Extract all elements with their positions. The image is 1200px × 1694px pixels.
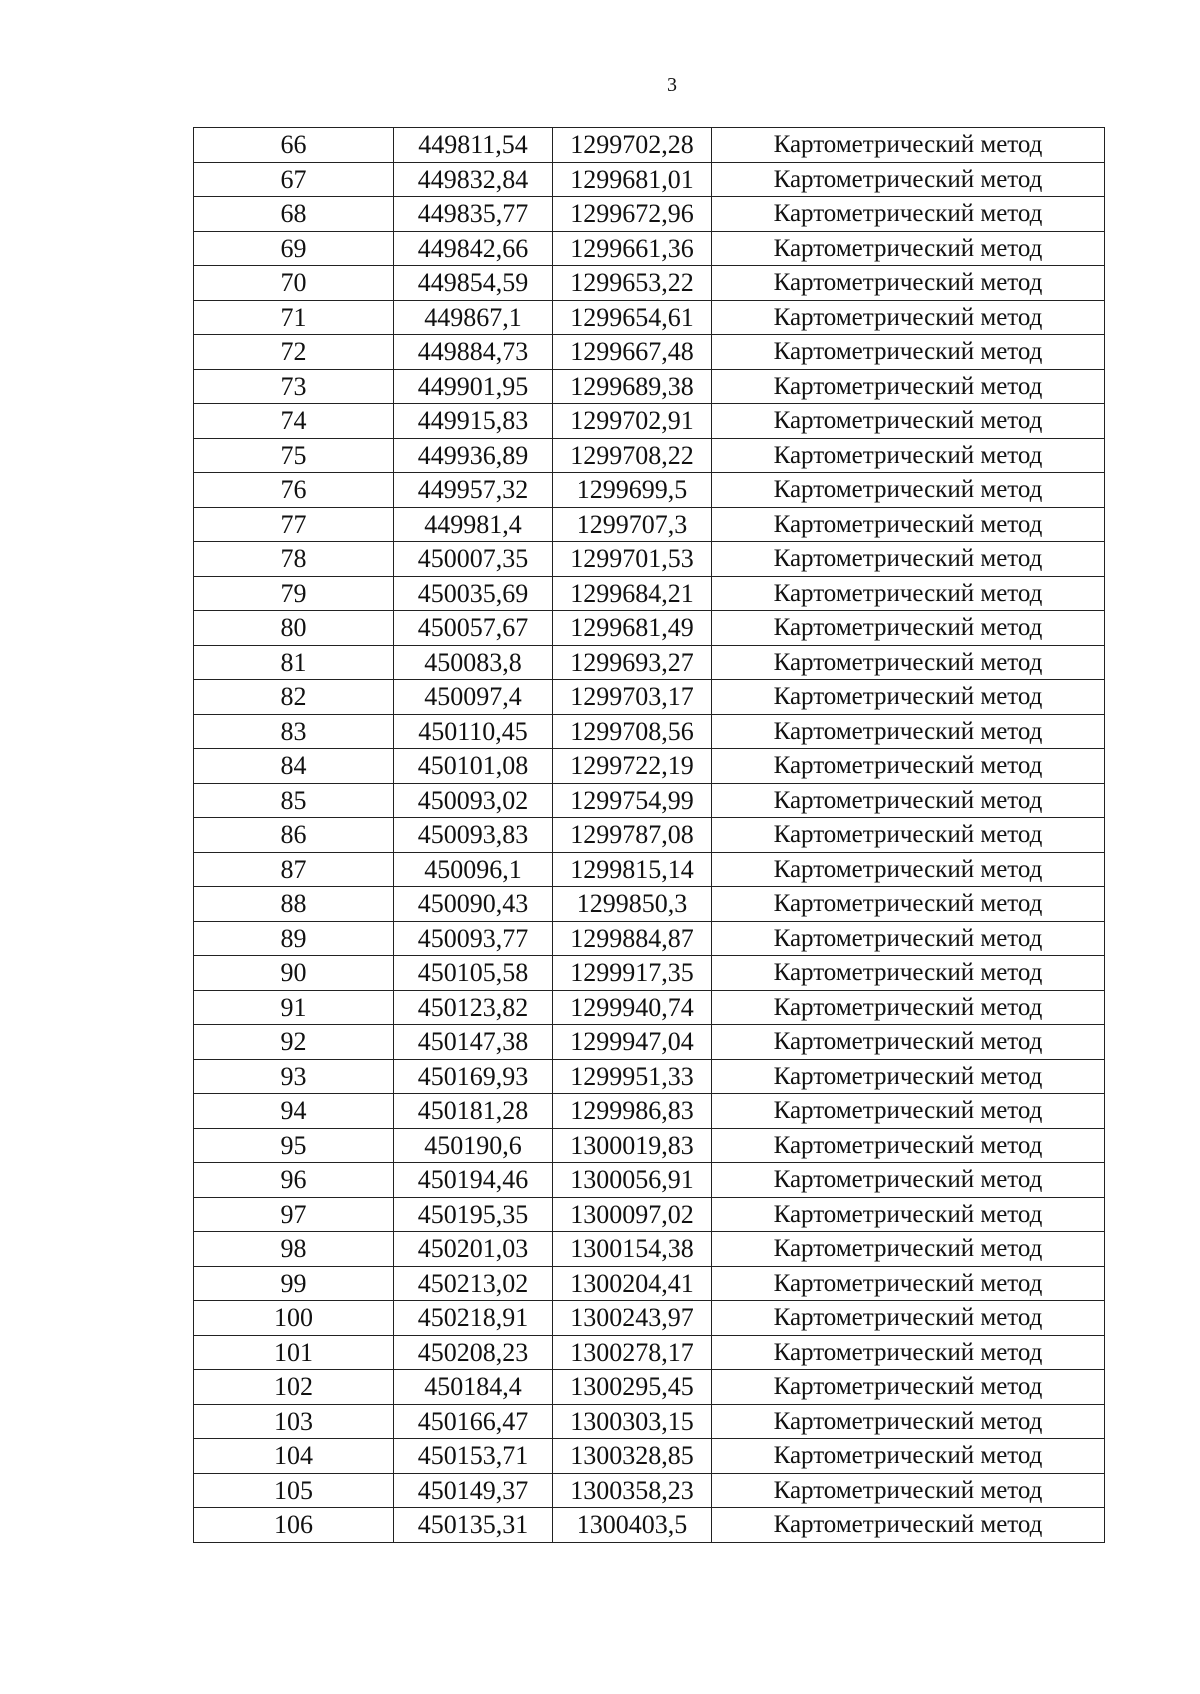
table-row [194, 680, 1105, 715]
x-coordinate-cell: 449835,77 [394, 197, 553, 232]
point-number-cell: 105 [194, 1473, 394, 1508]
y-coordinate-cell: 1299653,22 [553, 266, 712, 301]
y-coordinate-cell: 1299787,08 [553, 818, 712, 853]
x-coordinate-cell: 449854,59 [394, 266, 553, 301]
y-coordinate-cell: 1300204,41 [553, 1266, 712, 1301]
x-coordinate-cell: 450093,83 [394, 818, 553, 853]
table-row [194, 473, 1105, 508]
y-coordinate-cell: 1300243,97 [553, 1301, 712, 1336]
table-row [194, 611, 1105, 646]
table-row [194, 1508, 1105, 1543]
method-cell: Картометрический метод [712, 404, 1105, 439]
table-row [194, 818, 1105, 853]
table-row [194, 1473, 1105, 1508]
y-coordinate-cell: 1299684,21 [553, 576, 712, 611]
point-number-cell: 78 [194, 542, 394, 577]
table-row [194, 1439, 1105, 1474]
point-number-cell: 77 [194, 507, 394, 542]
method-cell: Картометрический метод [712, 714, 1105, 749]
x-coordinate-cell: 450123,82 [394, 990, 553, 1025]
table-row [194, 300, 1105, 335]
table-row [194, 542, 1105, 577]
method-cell: Картометрический метод [712, 542, 1105, 577]
table-row [194, 1059, 1105, 1094]
point-number-cell: 83 [194, 714, 394, 749]
x-coordinate-cell: 450035,69 [394, 576, 553, 611]
y-coordinate-cell: 1299940,74 [553, 990, 712, 1025]
y-coordinate-cell: 1300295,45 [553, 1370, 712, 1405]
point-number-cell: 76 [194, 473, 394, 508]
point-number-cell: 72 [194, 335, 394, 370]
y-coordinate-cell: 1299815,14 [553, 852, 712, 887]
table-row [194, 921, 1105, 956]
x-coordinate-cell: 450218,91 [394, 1301, 553, 1336]
method-cell: Картометрический метод [712, 749, 1105, 784]
x-coordinate-cell: 449936,89 [394, 438, 553, 473]
table-row [194, 783, 1105, 818]
point-number-cell: 73 [194, 369, 394, 404]
point-number-cell: 102 [194, 1370, 394, 1405]
y-coordinate-cell: 1299689,38 [553, 369, 712, 404]
y-coordinate-cell: 1300019,83 [553, 1128, 712, 1163]
table-row [194, 749, 1105, 784]
point-number-cell: 106 [194, 1508, 394, 1543]
y-coordinate-cell: 1299699,5 [553, 473, 712, 508]
method-cell: Картометрический метод [712, 369, 1105, 404]
table-row [194, 404, 1105, 439]
point-number-cell: 68 [194, 197, 394, 232]
y-coordinate-cell: 1300154,38 [553, 1232, 712, 1267]
x-coordinate-cell: 450194,46 [394, 1163, 553, 1198]
method-cell: Картометрический метод [712, 921, 1105, 956]
method-cell: Картометрический метод [712, 990, 1105, 1025]
y-coordinate-cell: 1299667,48 [553, 335, 712, 370]
table-row [194, 645, 1105, 680]
x-coordinate-cell: 449901,95 [394, 369, 553, 404]
point-number-cell: 69 [194, 231, 394, 266]
method-cell: Картометрический метод [712, 197, 1105, 232]
y-coordinate-cell: 1300303,15 [553, 1404, 712, 1439]
x-coordinate-cell: 450105,58 [394, 956, 553, 991]
x-coordinate-cell: 450097,4 [394, 680, 553, 715]
point-number-cell: 91 [194, 990, 394, 1025]
y-coordinate-cell: 1299707,3 [553, 507, 712, 542]
x-coordinate-cell: 450149,37 [394, 1473, 553, 1508]
point-number-cell: 71 [194, 300, 394, 335]
x-coordinate-cell: 450135,31 [394, 1508, 553, 1543]
x-coordinate-cell: 449915,83 [394, 404, 553, 439]
x-coordinate-cell: 450007,35 [394, 542, 553, 577]
table-row [194, 438, 1105, 473]
point-number-cell: 88 [194, 887, 394, 922]
x-coordinate-cell: 449842,66 [394, 231, 553, 266]
y-coordinate-cell: 1300358,23 [553, 1473, 712, 1508]
point-number-cell: 93 [194, 1059, 394, 1094]
y-coordinate-cell: 1299708,22 [553, 438, 712, 473]
table-row [194, 1197, 1105, 1232]
table-row [194, 1370, 1105, 1405]
table-row [194, 1094, 1105, 1129]
y-coordinate-cell: 1299947,04 [553, 1025, 712, 1060]
table-row [194, 714, 1105, 749]
table-row [194, 162, 1105, 197]
method-cell: Картометрический метод [712, 162, 1105, 197]
point-number-cell: 82 [194, 680, 394, 715]
method-cell: Картометрический метод [712, 680, 1105, 715]
y-coordinate-cell: 1300403,5 [553, 1508, 712, 1543]
point-number-cell: 85 [194, 783, 394, 818]
y-coordinate-cell: 1299986,83 [553, 1094, 712, 1129]
table-row [194, 197, 1105, 232]
point-number-cell: 95 [194, 1128, 394, 1163]
method-cell: Картометрический метод [712, 1094, 1105, 1129]
x-coordinate-cell: 450195,35 [394, 1197, 553, 1232]
point-number-cell: 70 [194, 266, 394, 301]
x-coordinate-cell: 450147,38 [394, 1025, 553, 1060]
method-cell: Картометрический метод [712, 1025, 1105, 1060]
coordinates-table-body [194, 128, 1105, 1543]
method-cell: Картометрический метод [712, 1335, 1105, 1370]
point-number-cell: 81 [194, 645, 394, 680]
table-row [194, 266, 1105, 301]
method-cell: Картометрический метод [712, 1370, 1105, 1405]
coordinates-table [193, 127, 1105, 1543]
point-number-cell: 92 [194, 1025, 394, 1060]
method-cell: Картометрический метод [712, 645, 1105, 680]
method-cell: Картометрический метод [712, 507, 1105, 542]
x-coordinate-cell: 450213,02 [394, 1266, 553, 1301]
y-coordinate-cell: 1299702,91 [553, 404, 712, 439]
point-number-cell: 84 [194, 749, 394, 784]
table-row [194, 335, 1105, 370]
y-coordinate-cell: 1299884,87 [553, 921, 712, 956]
point-number-cell: 66 [194, 128, 394, 163]
method-cell: Картометрический метод [712, 611, 1105, 646]
method-cell: Картометрический метод [712, 1059, 1105, 1094]
point-number-cell: 90 [194, 956, 394, 991]
point-number-cell: 87 [194, 852, 394, 887]
table-row [194, 128, 1105, 163]
x-coordinate-cell: 450169,93 [394, 1059, 553, 1094]
point-number-cell: 98 [194, 1232, 394, 1267]
point-number-cell: 104 [194, 1439, 394, 1474]
method-cell: Картометрический метод [712, 852, 1105, 887]
x-coordinate-cell: 450201,03 [394, 1232, 553, 1267]
y-coordinate-cell: 1299681,49 [553, 611, 712, 646]
table-row [194, 1163, 1105, 1198]
table-row [194, 1128, 1105, 1163]
x-coordinate-cell: 450110,45 [394, 714, 553, 749]
y-coordinate-cell: 1299661,36 [553, 231, 712, 266]
table-row [194, 990, 1105, 1025]
x-coordinate-cell: 449867,1 [394, 300, 553, 335]
x-coordinate-cell: 450184,4 [394, 1370, 553, 1405]
method-cell: Картометрический метод [712, 818, 1105, 853]
method-cell: Картометрический метод [712, 1232, 1105, 1267]
x-coordinate-cell: 450190,6 [394, 1128, 553, 1163]
point-number-cell: 100 [194, 1301, 394, 1336]
x-coordinate-cell: 449981,4 [394, 507, 553, 542]
y-coordinate-cell: 1299917,35 [553, 956, 712, 991]
point-number-cell: 75 [194, 438, 394, 473]
x-coordinate-cell: 449884,73 [394, 335, 553, 370]
x-coordinate-cell: 449832,84 [394, 162, 553, 197]
table-row [194, 507, 1105, 542]
method-cell: Картометрический метод [712, 128, 1105, 163]
point-number-cell: 99 [194, 1266, 394, 1301]
table-row [194, 576, 1105, 611]
x-coordinate-cell: 450093,02 [394, 783, 553, 818]
method-cell: Картометрический метод [712, 266, 1105, 301]
x-coordinate-cell: 450166,47 [394, 1404, 553, 1439]
method-cell: Картометрический метод [712, 1197, 1105, 1232]
point-number-cell: 74 [194, 404, 394, 439]
x-coordinate-cell: 450153,71 [394, 1439, 553, 1474]
table-row [194, 956, 1105, 991]
method-cell: Картометрический метод [712, 473, 1105, 508]
y-coordinate-cell: 1299693,27 [553, 645, 712, 680]
x-coordinate-cell: 450057,67 [394, 611, 553, 646]
method-cell: Картометрический метод [712, 1163, 1105, 1198]
point-number-cell: 94 [194, 1094, 394, 1129]
point-number-cell: 101 [194, 1335, 394, 1370]
y-coordinate-cell: 1299681,01 [553, 162, 712, 197]
x-coordinate-cell: 450093,77 [394, 921, 553, 956]
table-row [194, 231, 1105, 266]
table-row [194, 1404, 1105, 1439]
point-number-cell: 86 [194, 818, 394, 853]
x-coordinate-cell: 450090,43 [394, 887, 553, 922]
method-cell: Картометрический метод [712, 1404, 1105, 1439]
method-cell: Картометрический метод [712, 1439, 1105, 1474]
method-cell: Картометрический метод [712, 1301, 1105, 1336]
method-cell: Картометрический метод [712, 1508, 1105, 1543]
table-row [194, 1025, 1105, 1060]
method-cell: Картометрический метод [712, 783, 1105, 818]
table-row [194, 1266, 1105, 1301]
x-coordinate-cell: 449811,54 [394, 128, 553, 163]
table-row [194, 852, 1105, 887]
x-coordinate-cell: 449957,32 [394, 473, 553, 508]
x-coordinate-cell: 450083,8 [394, 645, 553, 680]
table-row [194, 887, 1105, 922]
method-cell: Картометрический метод [712, 300, 1105, 335]
table-row [194, 1232, 1105, 1267]
y-coordinate-cell: 1299654,61 [553, 300, 712, 335]
method-cell: Картометрический метод [712, 1128, 1105, 1163]
point-number-cell: 89 [194, 921, 394, 956]
page-number: 3 [667, 74, 677, 96]
y-coordinate-cell: 1299702,28 [553, 128, 712, 163]
method-cell: Картометрический метод [712, 956, 1105, 991]
point-number-cell: 103 [194, 1404, 394, 1439]
method-cell: Картометрический метод [712, 335, 1105, 370]
method-cell: Картометрический метод [712, 887, 1105, 922]
method-cell: Картометрический метод [712, 438, 1105, 473]
y-coordinate-cell: 1299708,56 [553, 714, 712, 749]
x-coordinate-cell: 450181,28 [394, 1094, 553, 1129]
point-number-cell: 67 [194, 162, 394, 197]
y-coordinate-cell: 1299951,33 [553, 1059, 712, 1094]
point-number-cell: 80 [194, 611, 394, 646]
method-cell: Картометрический метод [712, 231, 1105, 266]
table-row [194, 369, 1105, 404]
y-coordinate-cell: 1300097,02 [553, 1197, 712, 1232]
method-cell: Картометрический метод [712, 1266, 1105, 1301]
point-number-cell: 97 [194, 1197, 394, 1232]
method-cell: Картометрический метод [712, 576, 1105, 611]
point-number-cell: 79 [194, 576, 394, 611]
point-number-cell: 96 [194, 1163, 394, 1198]
y-coordinate-cell: 1299722,19 [553, 749, 712, 784]
x-coordinate-cell: 450096,1 [394, 852, 553, 887]
x-coordinate-cell: 450208,23 [394, 1335, 553, 1370]
table-row [194, 1335, 1105, 1370]
y-coordinate-cell: 1299754,99 [553, 783, 712, 818]
y-coordinate-cell: 1299701,53 [553, 542, 712, 577]
y-coordinate-cell: 1299850,3 [553, 887, 712, 922]
y-coordinate-cell: 1300056,91 [553, 1163, 712, 1198]
y-coordinate-cell: 1299672,96 [553, 197, 712, 232]
method-cell: Картометрический метод [712, 1473, 1105, 1508]
y-coordinate-cell: 1300278,17 [553, 1335, 712, 1370]
y-coordinate-cell: 1300328,85 [553, 1439, 712, 1474]
x-coordinate-cell: 450101,08 [394, 749, 553, 784]
y-coordinate-cell: 1299703,17 [553, 680, 712, 715]
table-row [194, 1301, 1105, 1336]
